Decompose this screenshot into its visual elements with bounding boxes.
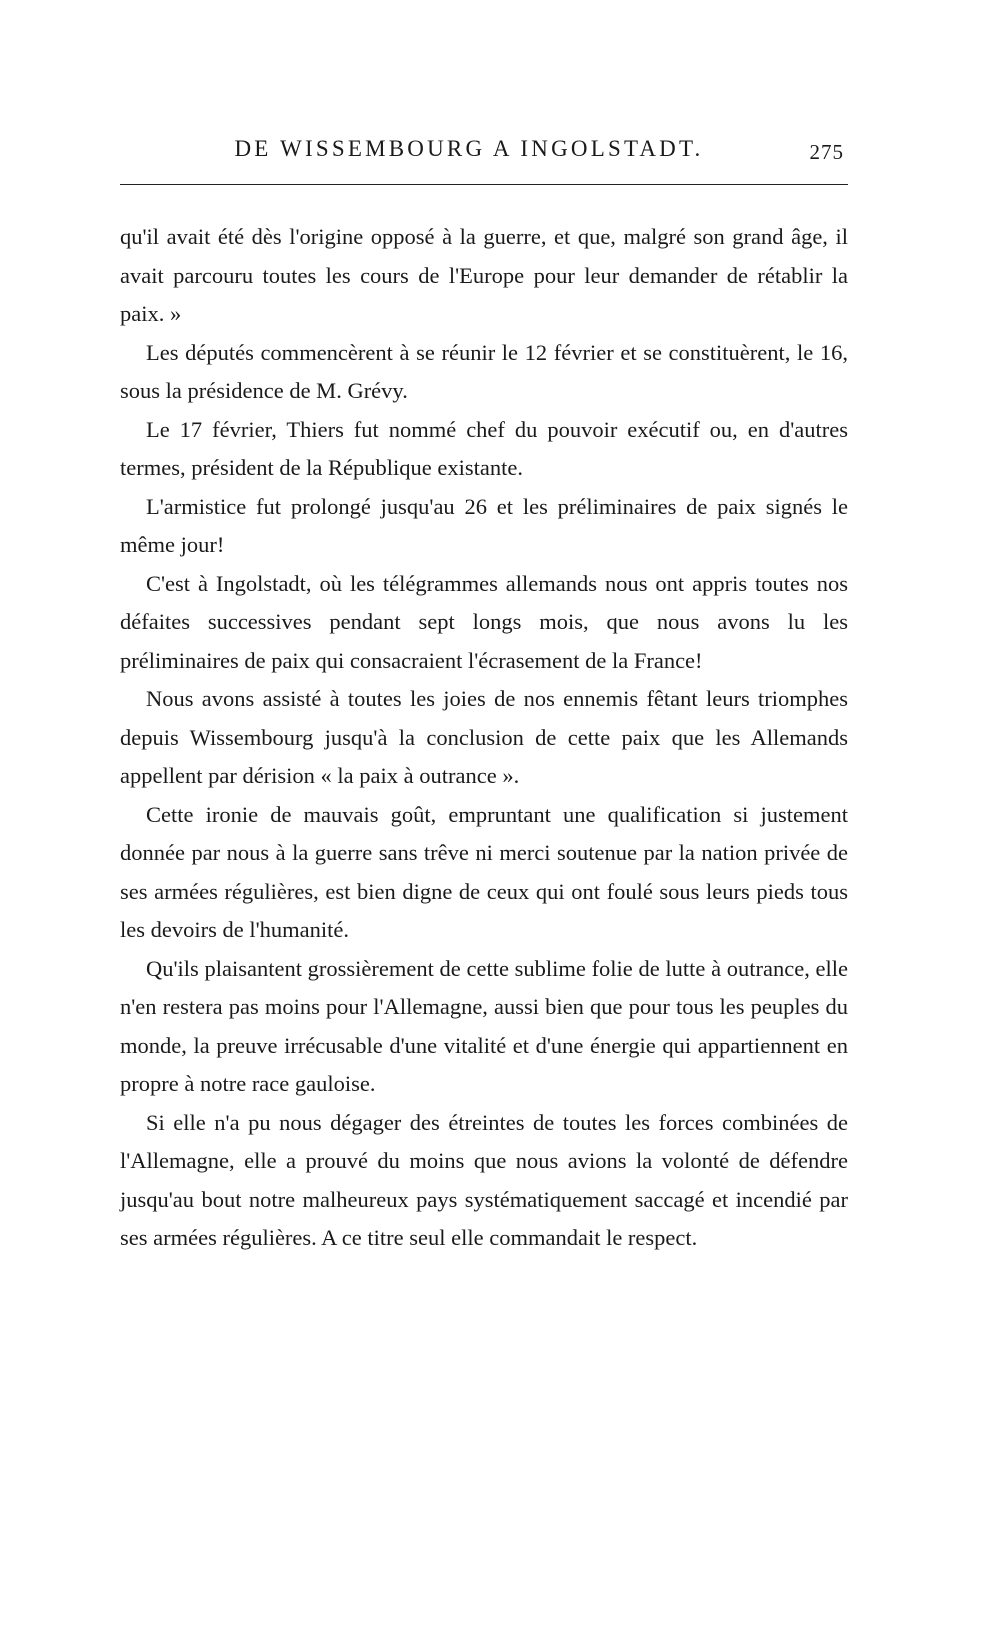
paragraph: Cette ironie de mauvais goût, empruntant une qualification si justement donnée par nous à la guerre sans trêve ni merci soutenue par la nation privée de ses armées régulières, est bien digne de ceux qui ont foulé sous leurs pieds tous les devoirs de l'humanité. bbox=[120, 801, 848, 942]
paragraph: Si elle n'a pu nous dégager des étreintes de toutes les forces combinées de l'Allemagne, elle a prouvé du moins que nous avions la volonté de défendre jusqu'au bout notre malheureux pays systématiquement saccagé et incendié par ses armées régulières. A ce titre seul elle commandait le respect. bbox=[120, 1109, 848, 1250]
paragraph-continued: qu'il avait été dès l'origine opposé à la guerre, et que, malgré son grand âge, il avait parcouru toutes les cours de l'Europe pour leur demander de rétablir la paix. » bbox=[120, 224, 848, 326]
paragraph: Les députés commencèrent à se réunir le 12 février et se constituèrent, le 16, sous la présidence de M. Grévy. bbox=[120, 339, 848, 403]
body-text bbox=[120, 218, 848, 1258]
page-number: 275 bbox=[809, 140, 844, 164]
book-page bbox=[120, 132, 848, 1250]
running-title: DE WISSEMBOURG A INGOLSTADT. bbox=[234, 136, 704, 161]
paragraph: Nous avons assisté à toutes les joies de nos ennemis fêtant leurs triomphes depuis Wissembourg jusqu'à la conclusion de cette paix que les Allemands appellent par dérision « la paix à outrance ». bbox=[120, 686, 848, 788]
page-header bbox=[120, 132, 848, 172]
paragraph: L'armistice fut prolongé jusqu'au 26 et les préliminaires de paix signés le même jour! bbox=[120, 493, 848, 557]
header-rule bbox=[120, 184, 848, 185]
paragraph: Qu'ils plaisantent grossièrement de cette sublime folie de lutte à outrance, elle n'en restera pas moins pour l'Allemagne, aussi bien que pour tous les peuples du monde, la preuve irrécusable d'une vitalité et d'une énergie qui appartiennent en propre à notre race gauloise. bbox=[120, 955, 848, 1096]
paragraph: C'est à Ingolstadt, où les télégrammes allemands nous ont appris toutes nos défaites successives pendant sept longs mois, que nous avons lu les préliminaires de paix qui consacraient l'écrasement de la France! bbox=[120, 570, 848, 673]
paragraph: Le 17 février, Thiers fut nommé chef du pouvoir exécutif ou, en d'autres termes, président de la République existante. bbox=[120, 416, 848, 480]
